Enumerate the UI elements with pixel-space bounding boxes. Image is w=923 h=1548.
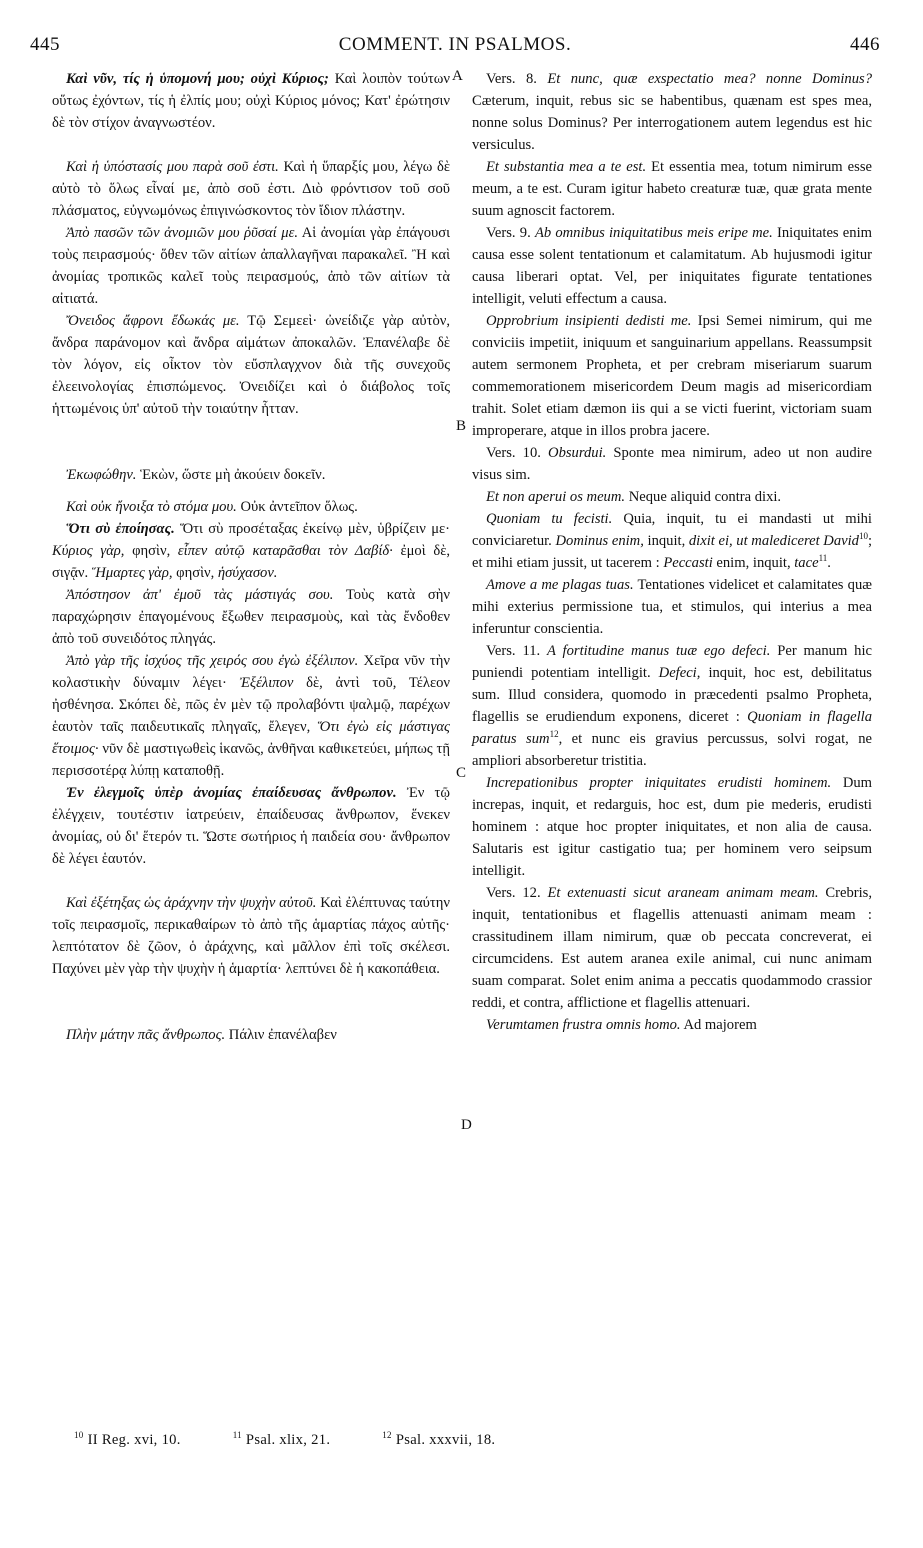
greek-commentary: Οὐκ ἀντεῖπον ὅλως. [240,499,358,515]
latin-commentary: Et essentia mea, totum nimirum esse meum, a te est. Curam igitur habeto creaturæ tuæ, quæ grata mente suum agnoscit factorem. [472,159,872,219]
latin-lemma: A fortitudine manus tuæ ego defeci. [547,643,771,659]
greek-paragraph [52,310,450,420]
latin-commentary: Crebris, inquit, tentationibus et flagellis attenuasti animam meam : crassitudinem illam nimirum, quæ ob peccata concreverat, ei circumcidens. Est autem aranea exile animal, cui nunc animam suam comparat. Solet enim anima a peccatis quodammodo crassior reddi, et contra, afflictione et flagellis attenuari. [472,885,873,1011]
footnote-text: II Reg. xvi, 10. [87,1432,181,1448]
greek-commentary: νῦν δὲ μαστιγωθεὶς ἱκανῶς, ἀνθῆναι καθικετεύει, μήπως τῇ περισσοτέρᾳ λύπῃ καταποθῇ. [52,741,450,779]
footnote-ref[interactable]: 12 [549,729,559,740]
greek-commentary: Ἐν τῷ ἐλέγχειν, τουτέστιν ἰατρεύειν, ἐπαίδευσας ἄνθρωπον, ἕνεκεν ἀνομίας, οὐ δι' ἕτερόν τι. Ὥστε σωτήριος ἡ παιδεία σου· ἄνθρωπον δὲ λέγει ἑαυτόν. [52,785,450,867]
latin-quotation: tace [794,555,819,571]
greek-lemma: Ὅτι σὺ ἐποίησας. [66,521,175,537]
greek-paragraph [52,584,450,650]
latin-lemma: Et non aperui os meum. [486,489,626,505]
page-title: COMMENT. IN PSALMOS. [338,34,572,55]
latin-quotation: Defeci, [658,665,701,681]
greek-paragraph [52,1024,450,1046]
verse-label: Vers. 9. [486,225,531,241]
greek-lemma: Καὶ ἡ ὑπόστασίς μου παρὰ σοῦ ἐστι. [66,159,279,175]
greek-paragraph [52,222,450,310]
greek-lemma: Πλὴν μάτην πᾶς ἄνθρωπος. [66,1027,226,1043]
greek-paragraph [52,650,450,782]
footnote-number: 12 [382,1430,392,1441]
greek-commentary: Αἱ ἀνομίαι γὰρ ἐπάγουσι τοὺς πειρασμούς· ὅθεν τῶν αἰτίων ἀπαλλαγῆναι παρακαλεῖ. Ἢ καὶ ἀνομίας τροπικῶς καλεῖ τοὺς πειρασμούς, ἀπὸ τῶν αἰτίων τὰ αἰτιατά. [52,225,451,307]
greek-lemma: Καὶ οὐκ ἤνοιξα τὸ στόμα μου. [66,499,237,515]
greek-quotation: Κύριος γὰρ, [52,543,125,559]
greek-lemma: Ἀπὸ πασῶν τῶν ἀνομιῶν μου ῥῦσαί με. [66,225,299,241]
latin-commentary: inquit, [647,533,686,549]
section-marker-b: B [456,418,467,434]
latin-paragraph [472,772,872,882]
page-number-left: 445 [30,34,60,55]
latin-commentary: ; et mihi etiam jussit, ut tacerem : [472,533,873,571]
verse-label: Vers. 12. [486,885,541,901]
footnote [233,1432,355,1448]
footnote-ref[interactable]: 10 [858,531,868,542]
verse-label: Vers. 8. [486,71,537,87]
latin-commentary: Neque aliquid contra dixi. [628,489,782,505]
footnote-number: 10 [74,1430,84,1441]
greek-commentary: ἐμοὶ δὲ, σιγᾷν. [52,543,450,581]
latin-commentary: Quia, inquit, tu ei mandasti ut mihi conviciaretur. [472,511,872,549]
greek-commentary: Ὅτι σὺ προσέταξας ἐκείνῳ μὲν, ὑβρίζειν με· [180,521,451,537]
greek-quotation: ἡσύχασον. [217,565,278,581]
latin-paragraph [472,1014,872,1036]
greek-lemma: Ὄνειδος ἄφρονι ἔδωκάς με. [66,313,240,329]
latin-lemma: Et substantia mea a te est. [486,159,647,175]
latin-paragraph [472,222,872,310]
greek-commentary: Καὶ ἡ ὕπαρξίς μου, λέγω δὲ αὐτὸ τὸ ὅλως εἶναί με, ἀπὸ σοῦ ἐστι. Διὸ φρόντισον τοῦ σοῦ πλάσματος, εὐγνωμόνως ἐπιγινώσκοντος τὸν ἴδιον πλάστην. [52,159,451,219]
latin-commentary: enim, inquit, [716,555,791,571]
latin-commentary: inquit, hoc est, debilitatus sum. Illud considera, quomodo in præcedenti psalmo Propheta, flagellis se erudiendum exponens, diceret : [472,665,872,725]
footnote [74,1432,205,1448]
latin-lemma: Obsurdui. [548,445,607,461]
latin-paragraph [472,68,872,156]
latin-lemma: Et extenuasti sicut araneam animam meam. [547,885,819,901]
greek-paragraph [52,782,450,870]
latin-paragraph [472,156,872,222]
latin-paragraph [472,310,872,442]
footnote-ref[interactable]: 11 [818,553,828,564]
greek-lemma: Ἐν ἐλεγμοῖς ὑπὲρ ἀνομίας ἐπαίδευσας ἄνθρωπον. [66,785,397,801]
greek-paragraph [52,892,450,980]
latin-lemma: Et nunc, quæ exspectatio mea? nonne Dominus? [547,71,872,87]
greek-commentary: φησὶν, [132,543,171,559]
greek-commentary: Τοὺς κατὰ σὴν παραχώρησιν ἐπαγομένους ἔξωθεν πειρασμοὺς, καὶ τὰς ἔνδοθεν ἀπὸ τοῦ συνειδότος πληγάς. [52,587,450,647]
latin-lemma: Opprobrium insipienti dedisti me. [486,313,692,329]
latin-commentary: Tentationes videlicet et calamitates quæ mihi exterius permissione tua, et stimulos, qui interius a mea inferuntur conscientia. [472,577,872,637]
greek-paragraph [52,518,450,584]
greek-paragraph [52,156,450,222]
section-marker-c: C [456,765,467,781]
greek-quotation: εἶπεν αὐτῷ καταρᾶσθαι τὸν Δαβίδ· [177,543,393,559]
latin-paragraph [472,574,872,640]
latin-commentary: Cæterum, inquit, rebus sic se habentibus, quænam est spes mea, nonne solus Dominus? Per interrogationem autem legendus est hic versiculus. [472,93,872,153]
section-marker-a: A [452,68,463,84]
greek-paragraph [52,464,450,486]
latin-quotation: Peccasti [663,555,713,571]
latin-quotation: dixit ei, ut malediceret David [688,533,859,549]
verse-label: Vers. 10. [486,445,541,461]
latin-quotation: Quoniam in flagella paratus sum [472,709,872,747]
latin-lemma: Verumtamen frustra omnis homo. [486,1017,681,1033]
greek-paragraph [52,496,450,518]
latin-paragraph [472,486,872,508]
greek-lemma: Ἀπόστησον ἀπ' ἐμοῦ τὰς μάστιγάς σου. [66,587,334,603]
greek-quotation: Ἥμαρτες γὰρ, [91,565,173,581]
page-number-right: 446 [850,34,880,55]
greek-commentary: Χεῖρα νῦν τὴν κολαστικὴν δύναμιν λέγει· [52,653,450,691]
greek-quotation: Ἐξέλιπον [239,675,294,691]
greek-lemma: Καὶ ἐξέτηξας ὡς ἀράχνην τὴν ψυχὴν αὐτοῦ. [66,895,317,911]
greek-column [52,68,450,1046]
latin-lemma: Quoniam tu fecisti. [486,511,613,527]
latin-lemma: Amove a me plagas tuas. [486,577,634,593]
greek-lemma: Ἀπὸ γὰρ τῆς ἰσχύος τῆς χειρός σου ἐγὼ ἐξέλιπον. [66,653,359,669]
greek-paragraph [52,68,450,134]
footnote-text: Psal. xlix, 21. [245,1432,331,1448]
greek-lemma: Καὶ νῦν, τίς ἡ ὑπομονή μου; οὐχὶ Κύριος; [66,71,329,87]
greek-commentary: Πάλιν ἐπανέλαβεν [228,1027,337,1043]
latin-commentary: Ipsi Semei nimirum, qui me conviciis impetiit, iniquum et sanguinarium appellans. Reassumpsit autem sermonem Propheta, et per crebram miseriarum suarum commemorationem misericordem Deum magis ad misericordiam trahit. Solet etiam dæmon iis qui a se victi fuerint, victoriam suam improperare, atque in illos probra jacere. [472,313,873,439]
latin-paragraph [472,882,872,1014]
latin-column [472,68,872,1036]
latin-quotation: Dominus enim, [555,533,644,549]
latin-lemma: Increpationibus propter iniquitates erudisti hominem. [486,775,832,791]
greek-commentary: δὲ, ἀντὶ τοῦ, Τέλεον ἠσθένησα. Σκόπει δὲ, πῶς ἐν μὲν τῷ προλαβόντι ψαλμῷ, παρέχων ἑαυτὸν ταῖς παιδευτικαῖς πληγαῖς, ἔλεγεν, [52,675,451,735]
latin-paragraph [472,640,872,772]
section-marker-d: D [461,1117,472,1133]
footnote [382,1432,519,1448]
latin-paragraph: Quoniam tu fecisti. Quia, inquit, tu ei mandasti ut mihi conviciaretur. Dominus enim, inquit, dixit ei, ut malediceret David$^{10}$; et mihi etiam jussit, ut tacerem : Peccasti enim, inquit, tace$^{11}$. [472,511,873,571]
footnote-number: 11 [232,1430,242,1441]
greek-commentary: Ἑκὼν, ὥστε μὴ ἀκούειν δοκεῖν. [140,467,326,483]
latin-lemma: Ab omnibus iniquitatibus meis eripe me. [534,225,773,241]
latin-commentary: Sponte mea nimirum, adeo ut non audire visus sim. [472,445,873,483]
latin-paragraph [472,442,872,486]
greek-quotation: Ὅτι ἐγὼ εἰς μάστιγας ἕτοιμος· [52,719,450,757]
verse-label: Vers. 11. [486,643,541,659]
latin-commentary: Dum increpas, inquit, et redarguis, hoc est, dum pie mederis, erudisti hominem : atque hoc propter iniquitates, et non alia de causa. Salutaris est igitur castigatio tua; per hominem vero seipsum intelligit. [472,775,872,879]
footnote-text: Psal. xxxvii, 18. [395,1432,496,1448]
footnotes [74,1432,874,1449]
greek-commentary: Καὶ ἐλέπτυνας ταύτην τοῖς πειρασμοῖς, περικαθαίρων τὸ ἀπὸ τῆς ἁμαρτίας πάχος αὐτῆς· λεπτότατον δὲ ζῶον, ὁ ἀράχνης, καὶ μᾶλλον ἐπὶ τοῖς σκέλεσι. Παχύνει μὲν γὰρ τὴν ψυχὴν ἡ ἁμαρτία· λεπτύνει δὲ ἡ κακοπάθεια. [52,895,450,977]
greek-lemma: Ἐκωφώθην. [66,467,137,483]
latin-commentary: Ad majorem [683,1017,757,1033]
latin-commentary: , et nunc eis gravius percussus, solvi rogat, ne ampliori absorberetur tristitia. [472,731,873,769]
latin-commentary: Per manum hic puniendi potentiam intelligit. [472,643,873,681]
greek-commentary: φησὶν, [176,565,215,581]
running-header [30,34,880,62]
latin-commentary: Iniquitates enim causa esse solent tentationum et calamitatum. Ab hujusmodi igitur causa liberari optat. Vel, per iniquitates figurate tentationes intelligit, veluti effectum a causa. [472,225,872,307]
greek-commentary: Καὶ λοιπὸν τούτων οὕτως ἐχόντων, τίς ἡ ἐλπίς μου; οὐχὶ Κύριος μόνος; Κατ' ἐρώτησιν δὲ τὸν στίχον ἀναγνωστέον. [52,71,450,131]
greek-commentary: Τῷ Σεμεεὶ· ὠνείδιζε γὰρ αὐτὸν, ἄνδρα παράνομον καὶ ἄνδρα αἱμάτων ἀποκαλῶν. Ἐπανέλαβε δὲ τὸν λόγον, εἰς οἶκτον τὸν εὔσπλαγχνον διὰ τῆς συνεχοῦς ἐλεεινολογίας ἐπισπώμενος. Ὀνειδίζει καὶ ὁ διάβολος τοῖς ἡττωμένοις ὑπ' αὐτοῦ τὴν τοιαύτην ἧτταν. [52,313,451,417]
